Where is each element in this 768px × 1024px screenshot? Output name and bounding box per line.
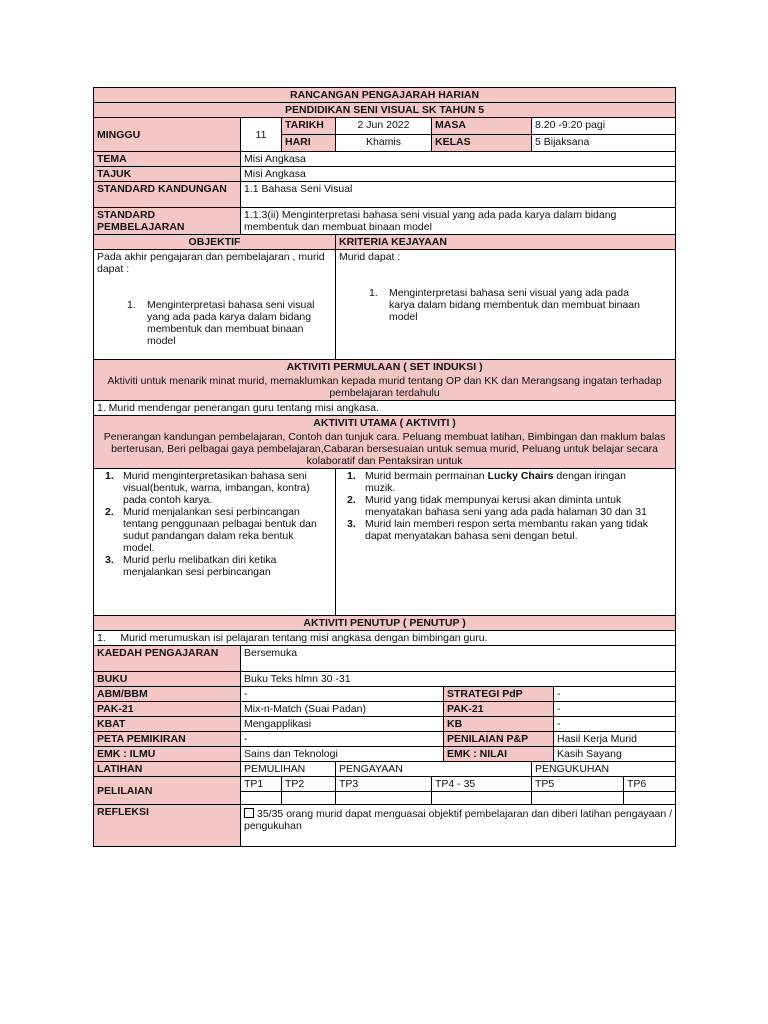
- emk-nilai-value: Kasih Sayang: [554, 747, 676, 762]
- objektif-cell: [94, 250, 336, 360]
- kriteria-label: KRITERIA KEJAYAAN: [336, 235, 676, 250]
- kaedah-value: Bersemuka: [241, 646, 676, 672]
- tp3-value: [336, 792, 432, 805]
- pelilaian-label: PELILAIAN: [94, 777, 241, 805]
- pak-label: PAK-21: [94, 702, 241, 717]
- emk-nilai-label: EMK : NILAI: [444, 747, 554, 762]
- penilaian-value: Hasil Kerja Murid: [554, 732, 676, 747]
- buku-value: Buku Teks hlmn 30 -31: [241, 672, 676, 687]
- kelas-label: KELAS: [432, 135, 532, 152]
- refleksi-value: 35/35 orang murid dapat menguasai objektif pembelajaran dan diberi latihan pengayaan / pengukuhan: [241, 805, 676, 847]
- tp6-cell: TP6: [624, 777, 676, 792]
- strategi-label: STRATEGI PdP: [444, 687, 554, 702]
- refleksi-label: REFLEKSI: [94, 805, 241, 847]
- permulaan-label: AKTIVITI PERMULAAN ( SET INDUKSI ): [94, 360, 676, 375]
- kaedah-label: KAEDAH PENGAJARAN: [94, 646, 241, 672]
- penutup-step: 1. Murid merumuskan isi pelajaran tentang misi angkasa dengan bimbingan guru.: [94, 631, 676, 646]
- objektif-list: [97, 299, 332, 347]
- permulaan-step: 1. Murid mendengar penerangan guru tentang misi angkasa.: [94, 401, 676, 416]
- sp-value: 1.1.3(ii) Menginterpretasi bahasa seni visual yang ada pada karya dalam bidang membentuk dan membuat binaan model: [241, 208, 676, 235]
- hari-label: HARI: [282, 135, 336, 152]
- tp5-cell: TP5: [532, 777, 624, 792]
- list-item: 1. Murid bermain permainan Lucky Chairs dengan iringan muzik.: [347, 470, 626, 494]
- kb-value: -: [554, 717, 676, 732]
- utama-right-list: [339, 470, 672, 542]
- list-item: 3. Murid perlu melibatkan diri ketika menjalankan sesi perbincangan: [105, 554, 277, 578]
- pak2-value: -: [554, 702, 676, 717]
- list-item: 1. Menginterpretasi bahasa seni visual yang ada pada karya dalam bidang membentuk dan membuat binaan model: [369, 287, 640, 323]
- pengukuhan-label: PENGUKUHAN: [532, 762, 676, 777]
- minggu-value: 11: [241, 118, 282, 152]
- pak-value: Mix-n-Match (Suai Padan): [241, 702, 444, 717]
- peta-label: PETA PEMIKIRAN: [94, 732, 241, 747]
- latihan-label: LATIHAN: [94, 762, 241, 777]
- utama-right-cell: [336, 469, 676, 616]
- tp4-value: [432, 792, 532, 805]
- list-item: 2. Murid yang tidak mempunyai kerusi akan diminta untuk menyatakan bahasa seni yang ada pada halaman 30 dan 31: [347, 494, 647, 518]
- list-item: 3. Murid lain memberi respon serta membantu rakan yang tidak dapat menyatakan bahasa seni dengan betul.: [347, 518, 649, 542]
- sk-label: STANDARD KANDUNGAN: [94, 182, 241, 208]
- hari-value: Khamis: [336, 135, 432, 152]
- tp1-value: [241, 792, 282, 805]
- masa-label: MASA: [432, 118, 532, 135]
- tp4-cell: TP4 - 35: [432, 777, 532, 792]
- kbat-label: KBAT: [94, 717, 241, 732]
- tema-value: Misi Angkasa: [241, 152, 676, 167]
- penutup-label: AKTIVITI PENUTUP ( PENUTUP ): [94, 616, 676, 631]
- tp5-value: [532, 792, 624, 805]
- pak2-label: PAK-21: [444, 702, 554, 717]
- buku-label: BUKU: [94, 672, 241, 687]
- sp-label: STANDARD PEMBELAJARAN: [94, 208, 241, 235]
- lucky-chairs-text: Lucky Chairs: [487, 470, 554, 482]
- pengayaan-label: PENGAYAAN: [336, 762, 532, 777]
- emk-ilmu-label: EMK : ILMU: [94, 747, 241, 762]
- utama-label: AKTIVITI UTAMA ( AKTIVITI ): [94, 416, 676, 431]
- objektif-intro: Pada akhir pengajaran dan pembelajaran , murid dapat :: [97, 251, 325, 275]
- minggu-label: MINGGU: [94, 118, 241, 152]
- plan-subtitle: PENDIDIKAN SENI VISUAL SK TAHUN 5: [94, 103, 676, 118]
- tp2-cell: TP2: [282, 777, 336, 792]
- emk-ilmu-value: Sains dan Teknologi: [241, 747, 444, 762]
- kriteria-intro: Murid dapat :: [339, 251, 401, 263]
- sk-value: 1.1 Bahasa Seni Visual: [241, 182, 676, 208]
- checkbox-icon: [244, 808, 254, 818]
- peta-value: -: [241, 732, 444, 747]
- kriteria-list: [339, 287, 672, 323]
- tajuk-label: TAJUK: [94, 167, 241, 182]
- list-item: 1. Murid menginterpretasikan bahasa seni visual(bentuk, warna, imbangan, kontra) pada contoh karya.: [105, 470, 310, 506]
- kriteria-cell: [336, 250, 676, 360]
- tema-label: TEMA: [94, 152, 241, 167]
- plan-title: RANCANGAN PENGAJARAH HARIAN: [94, 88, 676, 103]
- permulaan-desc: Aktiviti untuk menarik minat murid, memaklumkan kepada murid tentang OP dan KK dan Merangsang ingatan terhadap pembelajaran terdahulu: [94, 374, 676, 401]
- strategi-value: -: [554, 687, 676, 702]
- pemulihan-label: PEMULIHAN: [241, 762, 336, 777]
- tp1-cell: TP1: [241, 777, 282, 792]
- abm-value: -: [241, 687, 444, 702]
- abm-label: ABM/BBM: [94, 687, 241, 702]
- lesson-plan-table: [93, 87, 676, 847]
- tarikh-value: 2 Jun 2022: [336, 118, 432, 135]
- penilaian-label: PENILAIAN P&P: [444, 732, 554, 747]
- tajuk-value: Misi Angkasa: [241, 167, 676, 182]
- utama-desc: Penerangan kandungan pembelajaran, Contoh dan tunjuk cara. Peluang membuat latihan, Bimbingan dan maklum balas berterusan, Beri pelbagai gaya pembelajaran,Cabaran bersesuaian untuk semua murid, Peluang untuk belajar secara kolaboratif dan Pentaksiran untuk: [94, 430, 676, 469]
- kelas-value: 5 Bijaksana: [532, 135, 676, 152]
- kbat-value: Mengapplikasi: [241, 717, 444, 732]
- tp3-cell: TP3: [336, 777, 432, 792]
- objektif-label: OBJEKTIF: [94, 235, 336, 250]
- lesson-plan: [93, 87, 675, 847]
- tp2-value: [282, 792, 336, 805]
- list-item: 1. Menginterpretasi bahasa seni visual yang ada pada karya dalam bidang membentuk dan membuat binaan model: [127, 299, 315, 347]
- utama-left-list: [97, 470, 332, 578]
- utama-left-cell: [94, 469, 336, 616]
- kb-label: KB: [444, 717, 554, 732]
- tp6-value: [624, 792, 676, 805]
- tarikh-label: TARIKH: [282, 118, 336, 135]
- list-item: 2. Murid menjalankan sesi perbincangan tentang penggunaan pelbagai bentuk dan sudut pandangan dalam reka bentuk model.: [105, 506, 317, 554]
- masa-value: 8.20 -9.20 pagi: [532, 118, 676, 135]
